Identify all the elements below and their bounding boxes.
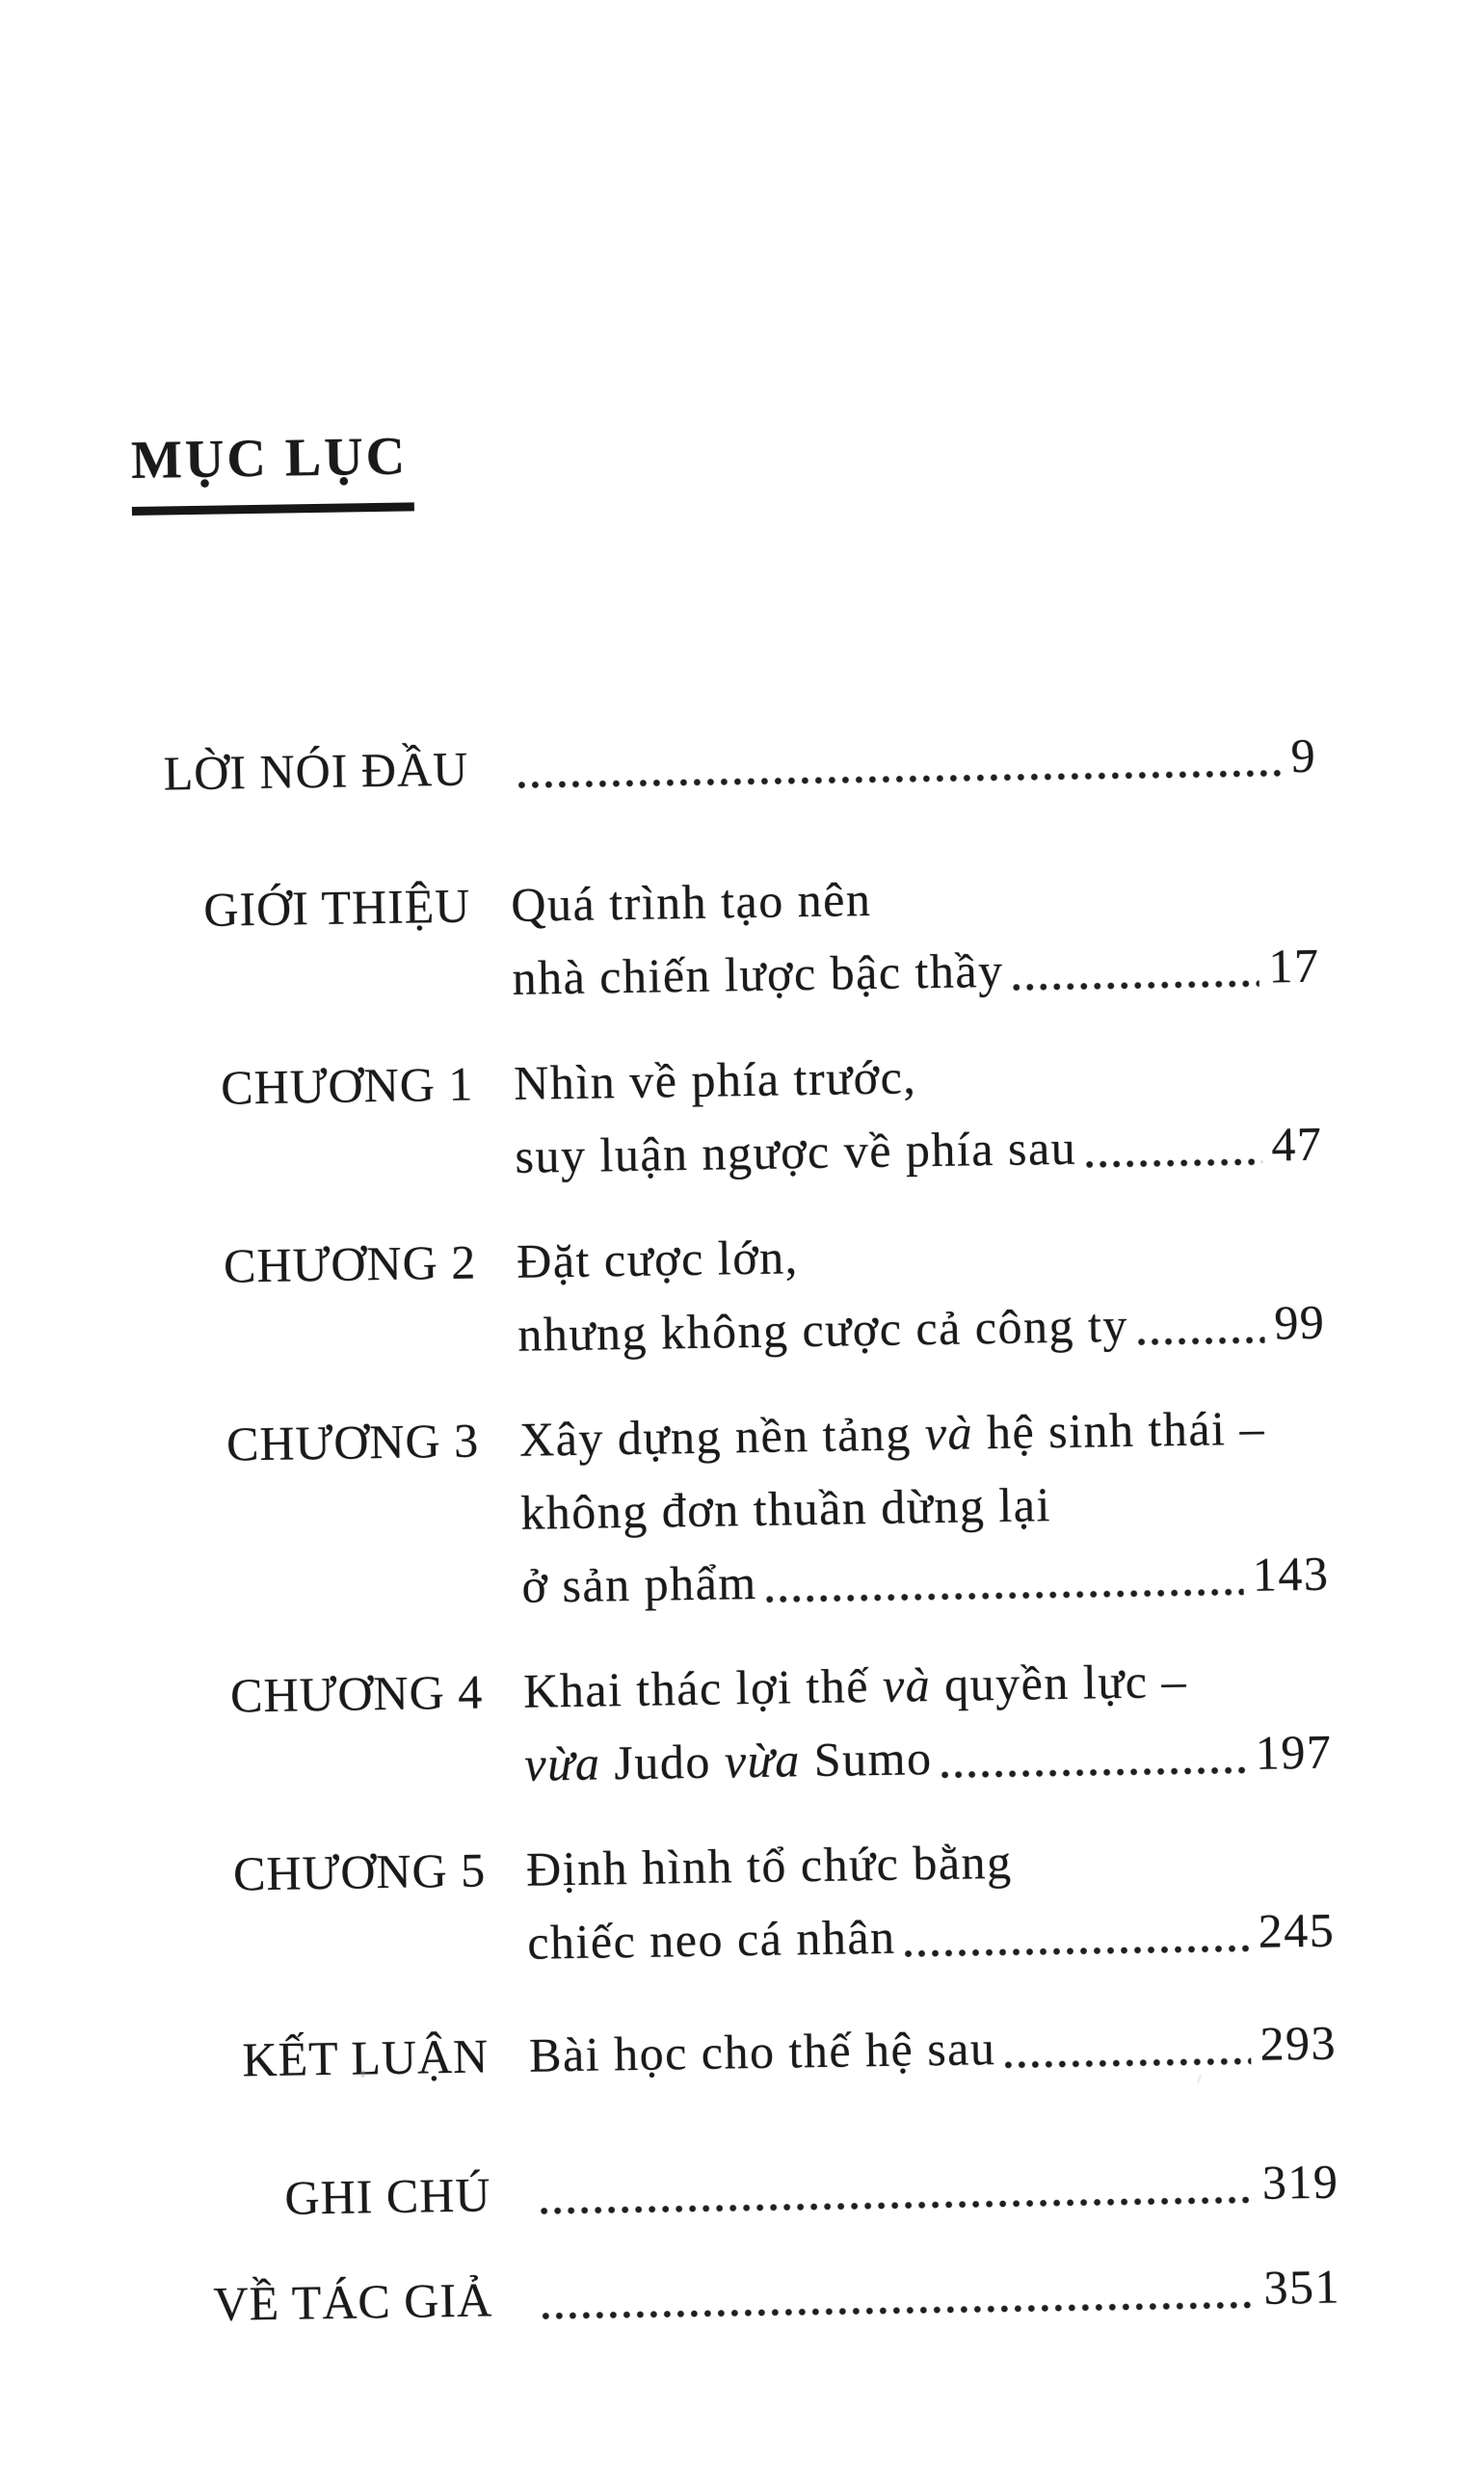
toc-entry-label: GHI CHÚ [284, 2167, 491, 2225]
toc-entry [144, 1212, 1326, 1377]
toc-entry [150, 1642, 1333, 1807]
toc-line [533, 2250, 1341, 2336]
toc-page-number: 319 [1261, 2154, 1339, 2210]
toc-entry-label: CHƯƠNG 2 [223, 1234, 477, 1293]
dot-leader [939, 1763, 1247, 1782]
toc-text: nhưng không cược cả công ty [517, 1297, 1129, 1362]
toc-line [519, 1391, 1328, 1476]
toc-text: nhà chiến lược bậc thầy [512, 942, 1005, 1005]
toc-entry [141, 1034, 1323, 1199]
toc-text [524, 1721, 933, 1801]
dot-leader [1082, 1155, 1261, 1172]
page-title: MỤC LỤC [131, 425, 414, 516]
toc-text: Nhìn về phía trước, [513, 1049, 917, 1110]
toc-entry [160, 2250, 1341, 2342]
dot-leader [1010, 977, 1259, 994]
toc-line [512, 929, 1320, 1015]
toc-line [515, 1107, 1323, 1193]
toc-line [517, 1285, 1326, 1371]
toc-line [527, 1894, 1336, 1979]
toc-page-number: 99 [1273, 1294, 1326, 1350]
toc-page-number: 293 [1259, 2015, 1338, 2071]
scan-speck [360, 2070, 365, 2078]
toc-text: Đặt cược lớn, [516, 1230, 800, 1288]
toc-text [523, 1644, 1188, 1728]
toc-text: Bài học cho thế hệ sau [528, 2021, 996, 2082]
dot-leader [763, 1585, 1243, 1606]
toc-line [523, 1642, 1332, 1728]
toc-line [514, 1034, 1322, 1120]
toc-page-number: 351 [1263, 2259, 1341, 2315]
toc-entry-label: GIỚI THIỆU [202, 878, 471, 937]
toc-page-number: 47 [1270, 1116, 1323, 1172]
toc-text [519, 1391, 1266, 1476]
toc [136, 719, 1341, 2342]
toc-page-number: 9 [1290, 728, 1317, 783]
toc-text-segment: Sumo [800, 1731, 933, 1788]
toc-entry-label: VỀ TÁC GIẢ [213, 2272, 493, 2331]
toc-entry [156, 2006, 1338, 2098]
toc-text: ở sản phẩm [521, 1554, 758, 1613]
toc-entry [138, 856, 1320, 1020]
toc-text-segment-italic: và [882, 1657, 932, 1712]
toc-line [520, 1464, 1329, 1550]
toc-entry-label: CHƯƠNG 5 [232, 1842, 487, 1901]
toc-page-number: 197 [1255, 1724, 1333, 1780]
toc-line [521, 1537, 1330, 1623]
toc-text-segment: Khai thác lợi thế [522, 1657, 884, 1718]
toc-entry [153, 1820, 1336, 1985]
toc-page-number: 17 [1268, 938, 1320, 993]
toc-entry-label: CHƯƠNG 3 [225, 1413, 480, 1471]
toc-text-segment-italic: vừa [523, 1735, 601, 1791]
dot-leader [515, 766, 1282, 791]
printed-block [130, 375, 1341, 2342]
toc-entry-label: CHƯƠNG 1 [220, 1056, 474, 1115]
toc-entry [146, 1391, 1330, 1629]
dot-leader [538, 2193, 1254, 2218]
toc-page-number: 245 [1258, 1902, 1336, 1958]
toc-line [511, 856, 1319, 941]
toc-text-segment-italic: và [924, 1405, 974, 1461]
toc-entry-label: KẾT LUẬN [242, 2028, 490, 2087]
toc-line [517, 1212, 1325, 1298]
dot-leader [902, 1942, 1249, 1961]
toc-entry [158, 2145, 1339, 2237]
toc-text-segment: Judo [599, 1734, 726, 1790]
toc-line [524, 1715, 1333, 1801]
toc-text: chiếc neo cá nhân [526, 1909, 896, 1970]
toc-line [531, 2145, 1339, 2231]
toc-entry-label: CHƯƠNG 4 [229, 1664, 484, 1723]
toc-text: suy luận ngược về phía sau [515, 1120, 1077, 1183]
dot-leader [1134, 1334, 1265, 1349]
toc-text-segment: quyền lực – [930, 1653, 1188, 1712]
toc-line [529, 2006, 1338, 2092]
toc-text: không đơn thuần dừng lại [519, 1477, 1052, 1540]
dot-leader [1002, 2054, 1251, 2072]
toc-entry-label: LỜI NÓI ĐẦU [163, 741, 469, 801]
toc-text-segment: Xây dựng nền tảng [518, 1406, 926, 1467]
toc-line [526, 1820, 1335, 1906]
toc-text-segment: hệ sinh thái – [972, 1400, 1266, 1460]
toc-text: Quá trình tạo nên [510, 872, 872, 932]
toc-text: Định hình tổ chức bằng [525, 1834, 1013, 1896]
toc-text-segment-italic: vừa [724, 1733, 802, 1788]
toc-page-number: 143 [1252, 1546, 1330, 1602]
dot-leader [539, 2298, 1255, 2323]
toc-line [509, 719, 1317, 805]
toc-entry [136, 719, 1317, 810]
